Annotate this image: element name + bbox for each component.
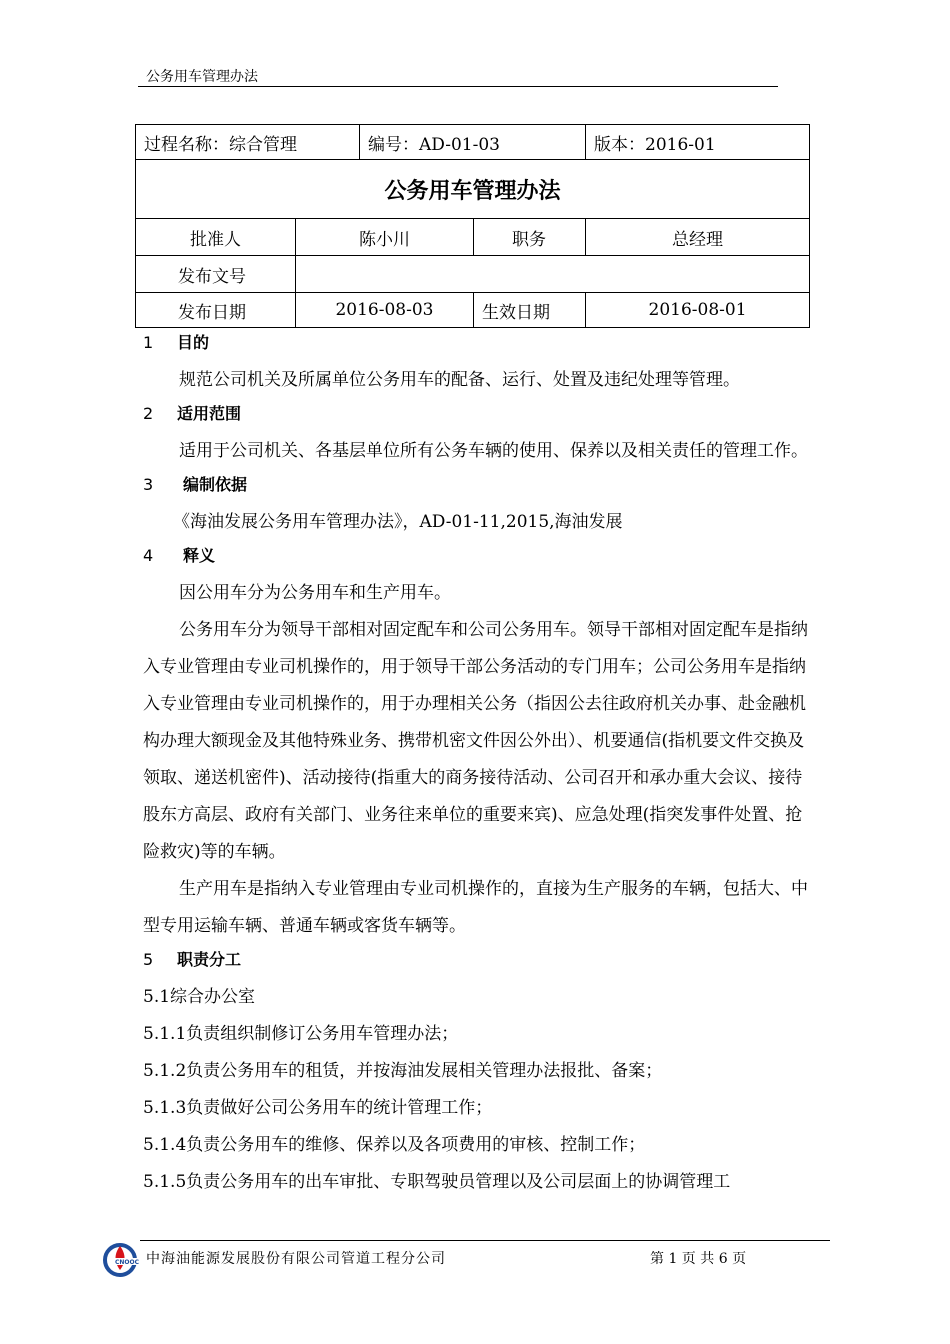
section-title: 目的	[177, 333, 210, 352]
section-number: 1	[143, 333, 154, 352]
section-heading	[143, 399, 813, 433]
doc-number-value	[296, 256, 810, 293]
issue-date-value: 2016-08-03	[296, 293, 474, 328]
section-number: 3	[143, 475, 154, 494]
document-title: 公务用车管理办法	[136, 160, 810, 219]
section-heading	[143, 328, 813, 362]
footer-company-name: 中海油能源发展股份有限公司管道工程分公司	[146, 1251, 446, 1267]
position-label: 职务	[474, 219, 586, 256]
section-heading	[143, 541, 813, 575]
document-info-table	[135, 124, 810, 328]
footer-divider	[140, 1240, 830, 1241]
section-number: 2	[143, 404, 154, 423]
process-name-cell: 过程名称：综合管理	[136, 125, 360, 160]
list-item: 5.1.3负责做好公司公务用车的统计管理工作；	[143, 1098, 493, 1118]
approver-label: 批准人	[136, 219, 296, 256]
list-item: 5.1.5负责公务用车的出车审批、专职驾驶员管理以及公司层面上的协调管理工	[143, 1172, 731, 1192]
paragraph: 适用于公司机关、各基层单位所有公务车辆的使用、保养以及相关责任的管理工作。	[179, 441, 808, 461]
number-cell: 编号：AD-01-03	[360, 125, 586, 160]
paragraph: 规范公司机关及所属单位公务用车的配备、运行、处置及违纪处理等管理。	[179, 370, 740, 390]
document-body	[143, 328, 813, 1201]
issue-date-label: 发布日期	[136, 293, 296, 328]
list-item: 5.1.2负责公务用车的租赁，并按海油发展相关管理办法报批、备案；	[143, 1061, 663, 1081]
effective-date-value: 2016-08-01	[586, 293, 810, 328]
position-value: 总经理	[586, 219, 810, 256]
doc-number-label: 发布文号	[136, 256, 296, 293]
paragraph: 因公用车分为公务用车和生产用车。	[179, 583, 451, 603]
effective-date-label: 生效日期	[474, 293, 586, 328]
paragraph: 《海油发展公务用车管理办法》，AD-01-11,2015,海油发展	[173, 512, 623, 532]
list-item: 5.1.4负责公务用车的维修、保养以及各项费用的审核、控制工作；	[143, 1135, 646, 1155]
version-cell: 版本：2016-01	[586, 125, 810, 160]
header-divider	[138, 86, 778, 87]
logo-lettering: CNOOC	[115, 1259, 140, 1266]
running-header: 公务用车管理办法	[146, 69, 258, 85]
section-title: 释义	[183, 546, 216, 565]
section-title: 编制依据	[183, 475, 248, 494]
section-title: 职责分工	[177, 950, 242, 969]
list-item: 5.1综合办公室	[143, 987, 256, 1007]
section-number: 4	[143, 546, 154, 565]
approver-value: 陈小川	[296, 219, 474, 256]
section-heading	[143, 945, 813, 979]
paragraph: 生产用车是指纳入专业管理由专业司机操作的，直接为生产服务的车辆，包括大、中型专用运输车辆、普通车辆或客货车辆等。	[143, 879, 808, 936]
section-heading	[143, 470, 813, 504]
paragraph: 公务用车分为领导干部相对固定配车和公司公务用车。领导干部相对固定配车是指纳入专业管理由专业司机操作的，用于领导干部公务活动的专门用车；公司公务用车是指纳入专业管理由专业司机操作的，用于办理相关公务（指因公去往政府机关办事、赴金融机构办理大额现金及其他特殊业务、携带机密文件因公外出）、机要通信(指机要文件交换及领取、递送机密件)、活动接待(指重大的商务接待活动、公司召开和承办重大会议、接待股东方高层、政府有关部门、业务往来单位的重要来宾)、应急处理(指突发事件处置、抢险救灾)等的车辆。	[143, 620, 808, 862]
section-title: 适用范围	[177, 404, 242, 423]
page-number: 第 1 页 共 6 页	[650, 1251, 747, 1267]
section-number: 5	[143, 950, 154, 969]
list-item: 5.1.1负责组织制修订公务用车管理办法；	[143, 1024, 459, 1044]
company-logo	[100, 1242, 142, 1278]
